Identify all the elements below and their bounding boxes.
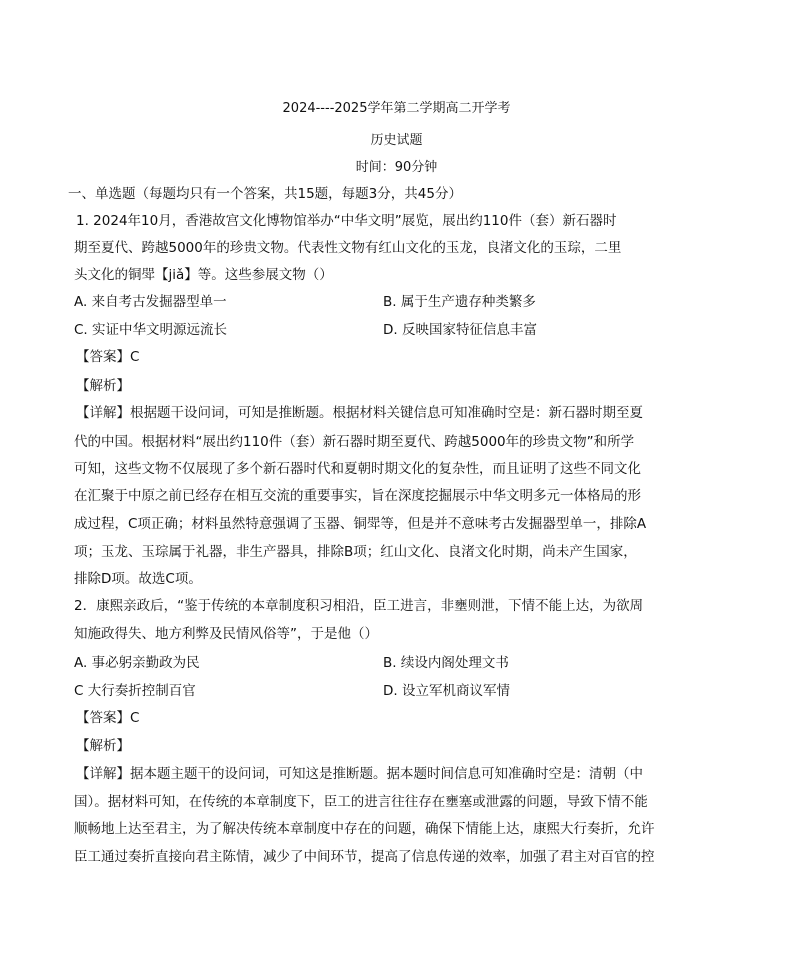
q2-detail-line-1: 【详解】据本题主题干的设问词，可知这是推断题。据本题时间信息可知准确时空是：清朝（中: [76, 766, 643, 782]
q2-option-d: D. 设立军机商议军情: [383, 683, 510, 699]
q1-analysis-label: 【解析】: [76, 378, 130, 394]
q2-detail-line-2: 国）。据材料可知，在传统的本章制度下，臣工的进言往往存在壅塞或泄露的问题，导致下情不能: [74, 794, 648, 810]
q2-option-b: B. 续设内阁处理文书: [383, 655, 509, 671]
q1-detail-line-1: 【详解】根据题干设问词，可知是推断题。根据材料关键信息可知准确时空是：新石器时期至夏: [76, 405, 643, 421]
q1-detail-line-4: 在汇聚于中原之前已经存在相互交流的重要事实，旨在深度挖掘展示中华文明多元一体格局的形: [74, 488, 641, 504]
section-heading: 一、单选题（每题均只有一个答案，共15题，每题3分，共45分）: [68, 186, 462, 202]
exam-title: 2024----2025学年第二学期高二开学考: [282, 101, 511, 116]
q2-stem-line-2: 知施政得失、地方利弊及民情风俗等”，于是他（）: [74, 626, 378, 642]
q1-stem-line-2: 期至夏代、跨越5000年的珍贵文物。代表性文物有红山文化的玉龙，良渚文化的玉琮，二里: [74, 240, 622, 256]
q1-detail-line-2: 代的中国。根据材料“展出约110件（套）新石器时期至夏代、跨越5000年的珍贵文物”和所学: [74, 434, 635, 450]
q1-stem-line-3: 头文化的铜斝【jiǎ】等。这些参展文物（）: [74, 267, 333, 283]
q1-option-d: D. 反映国家特征信息丰富: [383, 322, 537, 338]
q1-option-b: B. 属于生产遗存种类繁多: [383, 294, 536, 310]
q2-analysis-label: 【解析】: [76, 738, 130, 754]
q1-detail-line-3: 可知，这些文物不仅展现了多个新石器时代和夏朝时期文化的复杂性，而且证明了这些不同文化: [74, 461, 641, 477]
q1-stem-line-1: 1. 2024年10月，香港故宫文化博物馆举办“中华文明”展览，展出约110件（套）新石器时: [76, 213, 617, 229]
q2-answer: 【答案】C: [76, 710, 140, 726]
q1-answer: 【答案】C: [76, 349, 140, 365]
q1-option-c: C. 实证中华文明源远流长: [74, 322, 228, 338]
q2-option-a: A. 事必躬亲勤政为民: [74, 655, 200, 671]
q2-option-c: C 大行奏折控制百官: [74, 683, 196, 699]
q1-detail-line-7: 排除D项。故选C项。: [74, 571, 202, 587]
q2-detail-line-3: 顺畅地上达至君主，为了解决传统本章制度中存在的问题，确保下情能上达，康熙大行奏折，允许: [74, 821, 655, 837]
exam-time: 时间：90分钟: [355, 160, 438, 175]
q1-option-a: A. 来自考古发掘器型单一: [74, 294, 227, 310]
q1-detail-line-5: 成过程，C项正确；材料虽然特意强调了玉器、铜斝等，但是并不意味考古发掘器型单一，排除A: [74, 516, 647, 532]
q1-detail-line-6: 项；玉龙、玉琮属于礼器，非生产器具，排除B项；红山文化、良渚文化时期，尚未产生国家，: [74, 544, 637, 560]
exam-subject: 历史试题: [370, 133, 423, 148]
q2-stem-line-1: 2．康熙亲政后，“鉴于传统的本章制度积习相沿，臣工进言，非壅则泄，下情不能上达，为欲周: [74, 598, 644, 614]
q2-detail-line-4: 臣工通过奏折直接向君主陈情，减少了中间环节，提高了信息传递的效率，加强了君主对百官的控: [74, 849, 655, 865]
